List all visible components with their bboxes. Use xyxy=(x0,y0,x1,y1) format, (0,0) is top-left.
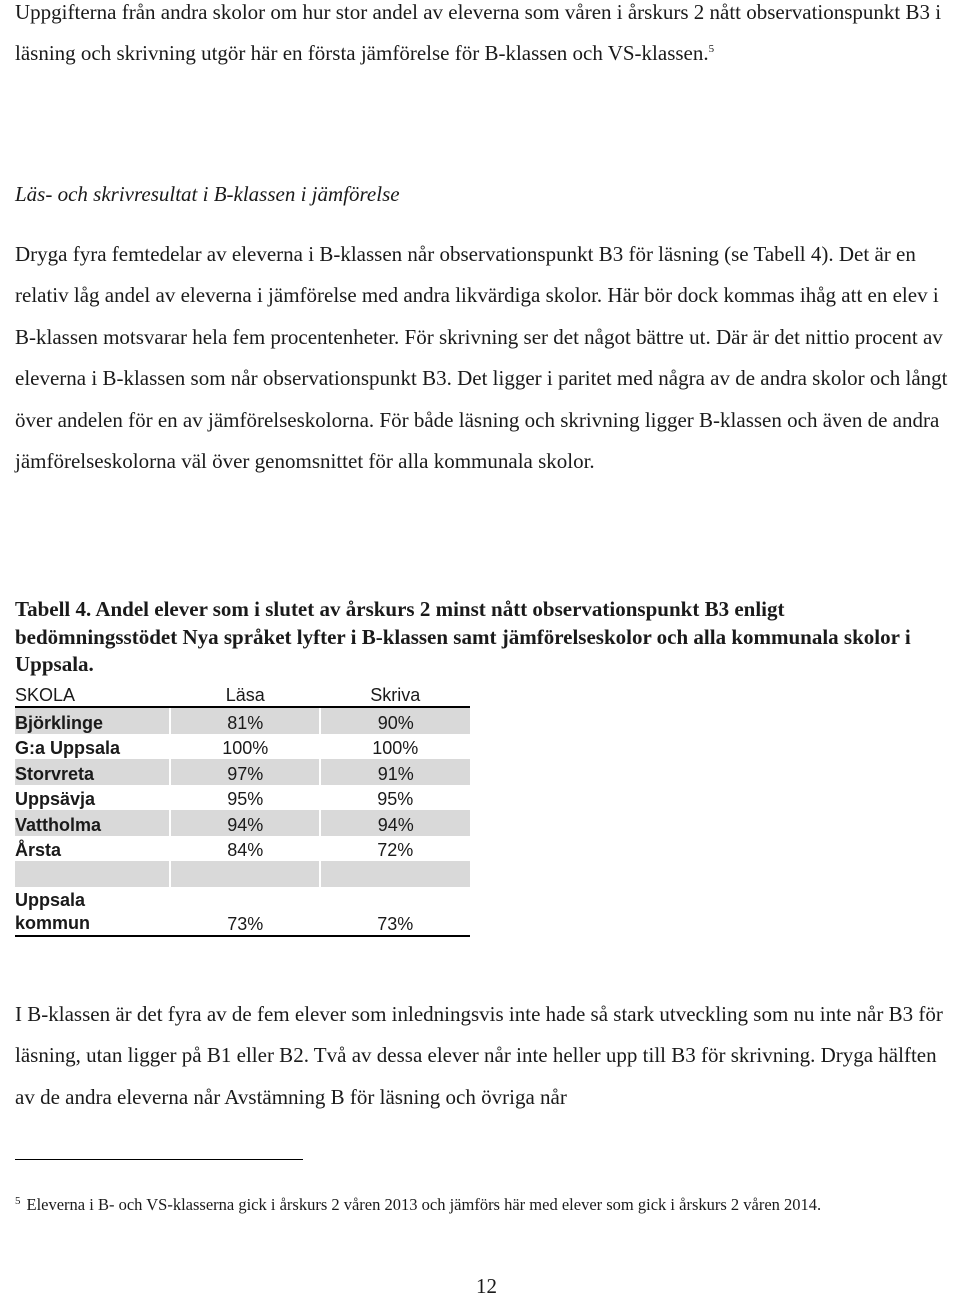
intro-paragraph xyxy=(15,0,950,75)
section-body: Dryga fyra femtedelar av eleverna i B-klassen når observationspunkt B3 för läsning (se Tabell 4). Det är en relativ låg andel av eleverna i jämförelse med andra likvärdiga skolor. Här bör dock kommas ihåg att en elev i B-klassen motsvarar hela fem procentenheter. För skrivning ser det något bättre ut. Där är det nittio procent av eleverna i B-klassen som når observationspunkt B3. Det ligger i paritet med några av de andra skolor och långt över andelen för en av jämförelseskolorna. För både läsning och skrivning ligger B-klassen och även de andra jämförelseskolorna väl över genomsnittet för alla kommunala skolor. xyxy=(15,242,948,474)
school-name: Årsta xyxy=(15,840,62,860)
write-value: 95% xyxy=(377,789,414,809)
school-name: G:a Uppsala xyxy=(15,738,121,758)
total-school-name: Uppsala kommun xyxy=(15,887,170,936)
read-value: 94% xyxy=(170,810,320,836)
table-header-row xyxy=(15,680,470,707)
results-table xyxy=(15,680,470,937)
section-heading: Läs- och skrivresultat i B-klassen i jämförelse xyxy=(15,182,400,206)
footnote-reference: 5 xyxy=(708,43,715,56)
footnote xyxy=(15,1186,960,1223)
read-value: 100% xyxy=(222,738,269,758)
table-row xyxy=(15,836,470,862)
header-school: SKOLA xyxy=(15,680,170,707)
footnote-divider xyxy=(15,1159,303,1160)
table-spacer-row xyxy=(15,861,470,887)
write-value: 100% xyxy=(372,738,419,758)
table-row xyxy=(15,759,470,785)
table-row xyxy=(15,707,470,734)
page-number: 12 xyxy=(476,1274,497,1298)
table-row xyxy=(15,810,470,836)
school-name: Björklinge xyxy=(15,707,170,734)
write-value: 72% xyxy=(377,840,414,860)
read-value: 97% xyxy=(170,759,320,785)
read-value: 84% xyxy=(227,840,264,860)
header-write: Skriva xyxy=(320,680,470,707)
read-value: 81% xyxy=(170,707,320,734)
header-read: Läsa xyxy=(170,680,320,707)
school-name: Uppsävja xyxy=(15,789,96,809)
footnote-text: Eleverna i B- och VS-klasserna gick i årskurs 2 våren 2013 och jämförs här med elever som gick i årskurs 2 våren 2014. xyxy=(26,1195,822,1214)
table-row xyxy=(15,785,470,811)
after-table-paragraph: I B-klassen är det fyra av de fem elever som inledningsvis inte hade så stark utveckling som nu inte når B3 för läsning, utan ligger på B1 eller B2. Två av dessa elever når inte heller upp till B3 för skrivning. Dryga hälften av de andra eleverna når Avstämning B för läsning och övriga når xyxy=(15,1002,943,1109)
intro-text: Uppgifterna från andra skolor om hur stor andel av eleverna som våren i årskurs 2 nått observationspunkt B3 i läsning och skrivning utgör här en första jämförelse för B-klassen och VS-klassen. xyxy=(15,0,942,66)
total-read-value: 73% xyxy=(170,887,320,936)
total-write-value: 73% xyxy=(320,887,470,936)
school-name: Storvreta xyxy=(15,759,170,785)
read-value: 95% xyxy=(227,789,264,809)
write-value: 91% xyxy=(320,759,470,785)
table-row xyxy=(15,734,470,760)
write-value: 90% xyxy=(320,707,470,734)
write-value: 94% xyxy=(320,810,470,836)
table-total-row xyxy=(15,887,470,936)
footnote-number: 5 xyxy=(15,1194,21,1207)
table-caption: Tabell 4. Andel elever som i slutet av årskurs 2 minst nått observationspunkt B3 enligt bedömningsstödet Nya språket lyfter i B-klassen samt jämförelseskolor och alla kommunala skolor i Uppsala. xyxy=(15,597,911,676)
school-name: Vattholma xyxy=(15,810,170,836)
